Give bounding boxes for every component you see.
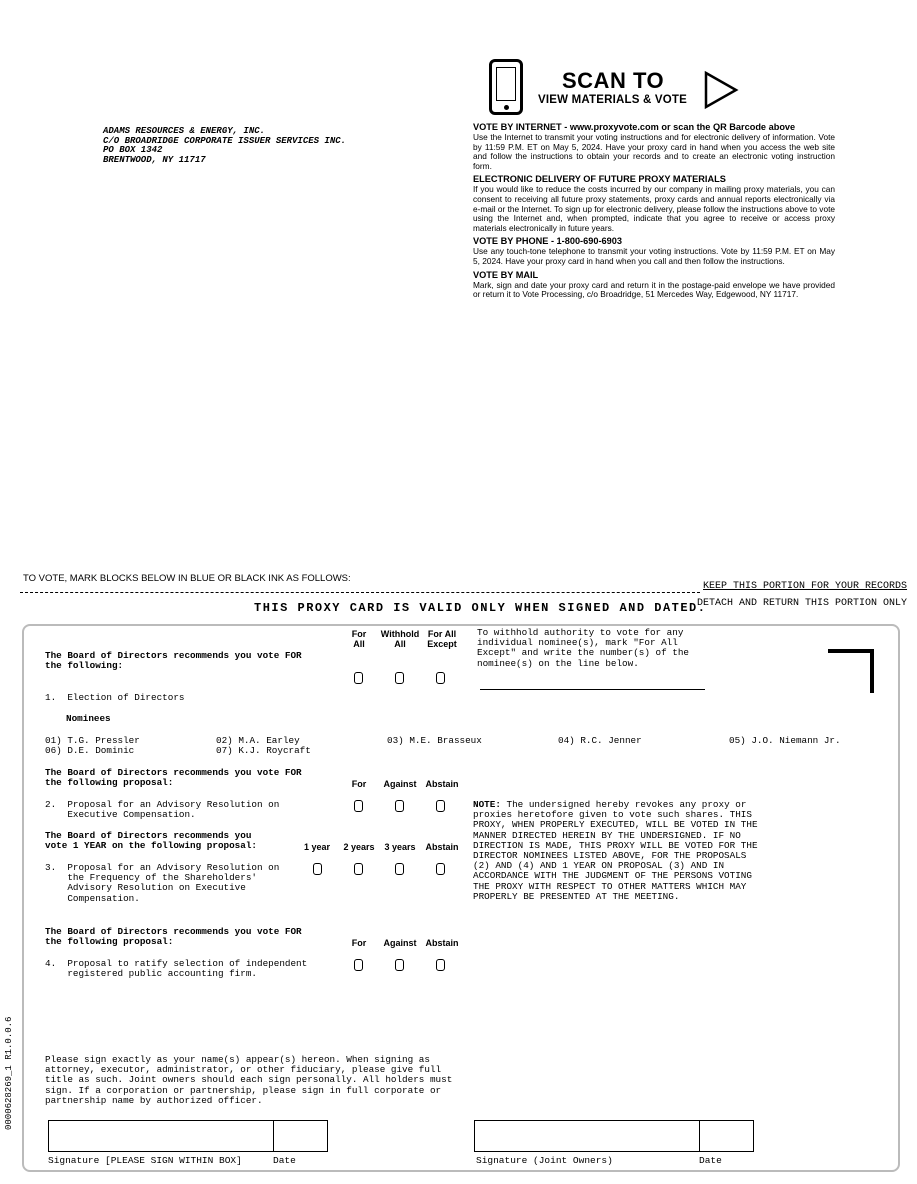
- keep-portion-label: KEEP THIS PORTION FOR YOUR RECORDS: [703, 581, 908, 592]
- checkbox-item3-1-year[interactable]: [313, 863, 322, 875]
- recommendation-1: The Board of Directors recommends you vote FOR the following:: [45, 650, 302, 672]
- signature-label: Signature [PLEASE SIGN WITHIN BOX]: [48, 1155, 242, 1166]
- vote-phone-title: VOTE BY PHONE - 1-800-690-6903: [473, 236, 622, 247]
- to-vote-instruction: TO VOTE, MARK BLOCKS BELOW IN BLUE OR BLACK INK AS FOLLOWS:: [23, 573, 351, 584]
- header-withhold-all: Withhold All: [380, 629, 420, 649]
- detach-line: [20, 592, 700, 593]
- checkbox-item3-3-years[interactable]: [395, 863, 404, 875]
- address-line: C/O BROADRIDGE CORPORATE ISSUER SERVICES INC.: [103, 135, 347, 146]
- header-against: Against: [383, 779, 417, 789]
- recommendation-2: The Board of Directors recommends you vote FOR the following proposal:: [45, 767, 302, 789]
- note-text: [473, 800, 758, 902]
- date-box[interactable]: [273, 1120, 328, 1152]
- side-code: 0000628269_1 R1.0.0.6: [4, 1016, 14, 1130]
- smartphone-icon: [489, 59, 523, 115]
- header-abstain: Abstain: [425, 842, 459, 852]
- header-for-all-except: For All Except: [427, 629, 457, 649]
- withhold-instruction: To withhold authority to vote for any individual nominee(s), mark "For All Except" and write the number(s) of the nominee(s) on the line below.: [477, 627, 690, 669]
- nominee: 06) D.E. Dominic: [45, 745, 135, 756]
- mailing-address: [103, 127, 346, 165]
- signing-instructions: Please sign exactly as your name(s) appear(s) hereon. When signing as attorney, executor, administrator, or other fiduciary, please give full title as such. Joint owners should each sign personally. All holders must sign. If a corporation or partnership, please sign in full corporate or partnership name by authorized officer.: [45, 1054, 453, 1106]
- recommendation-3: The Board of Directors recommends you vote 1 YEAR on the following proposal:: [45, 830, 258, 852]
- header-for: For: [351, 938, 367, 948]
- joint-signature-label: Signature (Joint Owners): [476, 1155, 613, 1166]
- recommendation-4: The Board of Directors recommends you vote FOR the following proposal:: [45, 926, 302, 948]
- except-write-line[interactable]: [480, 689, 705, 690]
- header-3-years: 3 years: [384, 842, 416, 852]
- nominees-label: Nominees: [66, 713, 111, 724]
- joint-date-label: Date: [699, 1155, 722, 1166]
- note-label: NOTE:: [473, 799, 501, 810]
- detach-return-label: DETACH AND RETURN THIS PORTION ONLY: [697, 598, 908, 609]
- header-for: For: [351, 779, 367, 789]
- valid-notice: THIS PROXY CARD IS VALID ONLY WHEN SIGNED AND DATED.: [254, 601, 707, 615]
- vote-internet-title: VOTE BY INTERNET - www.proxyvote.com or scan the QR Barcode above: [473, 122, 796, 132]
- joint-date-box[interactable]: [699, 1120, 754, 1152]
- checkbox-item2-abstain[interactable]: [436, 800, 445, 812]
- corner-mark: [828, 649, 874, 693]
- play-arrow-icon: [703, 70, 739, 110]
- header-2-years: 2 years: [343, 842, 375, 852]
- checkbox-item3-2-years[interactable]: [354, 863, 363, 875]
- header-against: Against: [383, 938, 417, 948]
- date-label: Date: [273, 1155, 296, 1166]
- address-line: BRENTWOOD, NY 11717: [103, 154, 206, 165]
- checkbox-item2-against[interactable]: [395, 800, 404, 812]
- nominee: 04) R.C. Jenner: [558, 735, 642, 746]
- item-2-title: 2. Proposal for an Advisory Resolution on Executive Compensation.: [45, 799, 280, 821]
- nominee: 05) J.O. Niemann Jr.: [729, 735, 841, 746]
- header-abstain: Abstain: [425, 938, 459, 948]
- address-line: PO BOX 1342: [103, 145, 163, 156]
- electronic-delivery-title: ELECTRONIC DELIVERY OF FUTURE PROXY MATERIALS: [473, 174, 726, 185]
- checkbox-for-all[interactable]: [354, 672, 363, 684]
- nominee: 02) M.A. Earley: [216, 735, 300, 746]
- note-body: The undersigned hereby revokes any proxy or proxies heretofore given to vote such shares. THIS PROXY, WHEN PROPERLY EXECUTED, WILL BE VOTED IN THE MANNER DIRECTED HEREIN BY THE UNDERSIGNED. IF NO DIRECTION IS MADE, THIS PROXY WILL BE VOTED FOR THE DIRECTOR NOMINEES LISTED ABOVE, FOR THE PROPOSALS (2) AND (4) AND 1 YEAR ON PROPOSAL (3) AND IN ACCORDANCE WITH THE JUDGMENT OF THE PERSONS VOTING THE PROXY WITH RESPECT TO OTHER MATTERS WHICH MAY PROPERLY BE PRESENTED AT THE MEETING.: [473, 799, 758, 902]
- vote-mail-text: Mark, sign and date your proxy card and return it in the postage-paid envelope we have provided or return it to Vote Processing, c/o Broadridge, 51 Mercedes Way, Edgewood, NY 11717.: [473, 279, 835, 300]
- checkbox-item3-abstain[interactable]: [436, 863, 445, 875]
- joint-signature-box[interactable]: [474, 1120, 700, 1152]
- checkbox-item4-for[interactable]: [354, 959, 363, 971]
- signature-box[interactable]: [48, 1120, 274, 1152]
- item-1-title: 1. Election of Directors: [45, 692, 185, 703]
- vote-phone-text: Use any touch-tone telephone to transmit your voting instructions. Vote by 11:59 P.M. ET on May 5, 2024. Have your proxy card in hand when you call and then follow the instructions.: [473, 246, 835, 266]
- address-line: ADAMS RESOURCES & ENERGY, INC.: [103, 126, 266, 136]
- nominee: 01) T.G. Pressler: [45, 735, 140, 746]
- nominee: 07) K.J. Roycraft: [216, 745, 311, 756]
- item-3-title: 3. Proposal for an Advisory Resolution on the Frequency of the Shareholders' Advisory Resolution on Executive Compensation.: [45, 862, 280, 904]
- scan-subtitle: VIEW MATERIALS & VOTE: [538, 94, 688, 106]
- header-abstain: Abstain: [425, 779, 459, 789]
- voting-instructions: [473, 122, 835, 303]
- header-for-all: For All: [351, 629, 367, 649]
- electronic-delivery-text: If you would like to reduce the costs incurred by our company in mailing proxy materials, you can consent to receiving all future proxy statements, proxy cards and annual reports electronically via e-mail or the Internet. To sign up for electronic delivery, please follow the instructions above to vote using the Internet and, when prompted, indicate that you agree to receive or access proxy materials electronically in future years.: [473, 184, 835, 233]
- vote-internet-text: Use the Internet to transmit your voting instructions and for electronic delivery of information. Vote by 11:59 P.M. ET on May 5, 2024. Have your proxy card in hand when you access the web site and follow the instructions to obtain your records and to create an electronic voting instruction form.: [473, 132, 835, 171]
- nominee: 03) M.E. Brasseux: [387, 735, 482, 746]
- checkbox-item2-for[interactable]: [354, 800, 363, 812]
- checkbox-item4-against[interactable]: [395, 959, 404, 971]
- scan-title: SCAN TO: [562, 68, 665, 93]
- vote-mail-title: VOTE BY MAIL: [473, 269, 539, 280]
- checkbox-for-all-except[interactable]: [436, 672, 445, 684]
- header-1-year: 1 year: [303, 842, 331, 852]
- checkbox-item4-abstain[interactable]: [436, 959, 445, 971]
- checkbox-withhold-all[interactable]: [395, 672, 404, 684]
- item-4-title: 4. Proposal to ratify selection of independent registered public accounting firm.: [45, 958, 308, 980]
